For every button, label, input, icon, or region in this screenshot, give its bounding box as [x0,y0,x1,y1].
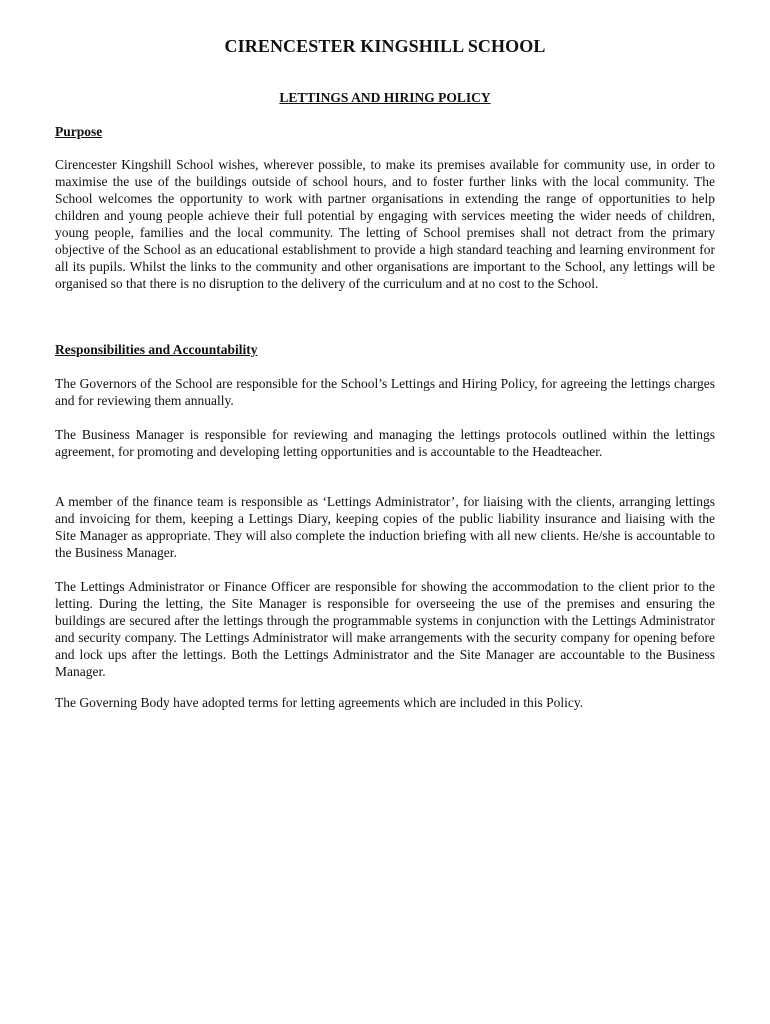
business-manager-paragraph: The Business Manager is responsible for reviewing and managing the lettings protocols outlined within the lettings agreement, for promoting and developing letting opportunities and is accountable to the Headteacher. [55,427,715,459]
policy-title: LETTINGS AND HIRING POLICY [279,90,491,105]
responsibilities-heading: Responsibilities and Accountability [55,342,258,357]
purpose-heading: Purpose [55,124,103,139]
school-title: CIRENCESTER KINGSHILL SCHOOL [224,36,546,56]
governors-paragraph: The Governors of the School are responsible for the School’s Lettings and Hiring Policy, for agreeing the lettings charges and for reviewing them annually. [55,376,715,408]
governing-body-paragraph: The Governing Body have adopted terms for letting agreements which are included in this Policy. [55,695,584,710]
site-manager-paragraph: The Lettings Administrator or Finance Officer are responsible for showing the accommodation to the client prior to the letting. During the letting, the Site Manager is responsible for overseeing the use of the premises and ensuring the buildings are secured after the lettings through the programmable systems in conjunction with the Lettings Administrator and security company. The Lettings Administrator will make arrangements with the security company for opening before and lock ups after the lettings. Both the Lettings Administrator and the Site Manager are accountable to the Business Manager. [55,579,715,679]
lettings-administrator-paragraph: A member of the finance team is responsible as ‘Lettings Administrator’, for liaising with the clients, arranging lettings and invoicing for them, keeping a Lettings Diary, keeping copies of the public liability insurance and liaising with the Site Manager as appropriate. They will also complete the induction briefing with all new clients. He/she is accountable to the Business Manager. [55,494,715,560]
purpose-paragraph: Cirencester Kingshill School wishes, wherever possible, to make its premises available for community use, in order to maximise the use of the buildings outside of school hours, and to foster further links with the local community. The School welcomes the opportunity to work with partner organisations in extending the range of opportunities to help children and young people achieve their full potential by engaging with services meeting the wider needs of children, young people, families and the local community. The letting of School premises shall not detract from the primary objective of the School as an educational establishment to provide a high standard teaching and learning environment for all its pupils. Whilst the links to the community and other organisations are important to the School, any lettings will be organised so that there is no disruption to the delivery of the curriculum and at no cost to the School. [55,157,715,291]
